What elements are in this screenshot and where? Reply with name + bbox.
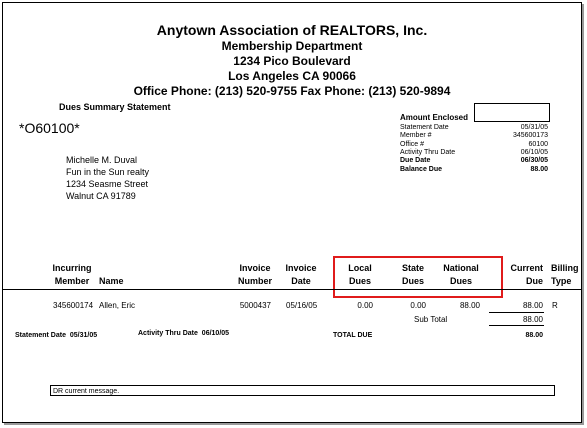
recipient-city: Walnut CA 91789 (66, 191, 136, 201)
summary-label: Office # (400, 140, 424, 148)
item-invoice-number: 5000437 (239, 301, 271, 310)
item-name: Allen, Eric (99, 301, 136, 310)
footer-activity-date (138, 330, 229, 337)
amount-enclosed-label: Amount Enclosed (400, 113, 469, 122)
summary-value: 88.00 (530, 165, 548, 173)
org-street: 1234 Pico Boulevard (233, 54, 351, 68)
summary-value: 05/31/05 (520, 124, 548, 131)
message-box: DR current message. (50, 385, 555, 396)
item-national: 88.00 (459, 301, 480, 310)
item-billing: R (552, 301, 558, 310)
col-invoice-number-line1: Invoice (239, 263, 271, 273)
summary-label: Statement Date (400, 124, 449, 131)
footer-activity-label: Activity Thru Date (138, 330, 198, 337)
footer-statement-date-value: 05/31/05 (69, 332, 98, 339)
item-current: 88.00 (522, 301, 543, 310)
org-city: Los Angeles CA 90066 (228, 69, 356, 83)
summary-label: Activity Thru Date (400, 148, 456, 156)
col-invoice-date-line2: Date (291, 276, 311, 286)
subtotal-underline (489, 325, 544, 326)
summary-label: Balance Due (400, 165, 443, 173)
total-due-label: TOTAL DUE (333, 332, 373, 339)
col-national-line2: Dues (449, 276, 472, 286)
header-rule (3, 289, 581, 290)
footer-activity-value: 06/10/05 (201, 330, 230, 337)
item-state: 0.00 (410, 301, 426, 310)
col-name: Name (99, 276, 124, 286)
recipient-name: Michelle M. Duval (66, 155, 138, 165)
subtotal-rule (489, 312, 544, 313)
footer-statement-date-label: Statement Date (15, 332, 66, 339)
dept-name: Membership Department (221, 39, 363, 53)
summary-value: 06/10/05 (520, 148, 548, 156)
col-incurring-line2: Member (54, 276, 90, 286)
summary-value: 345600173 (512, 132, 548, 140)
col-local-line2: Dues (348, 276, 371, 286)
col-national-line1: National (443, 263, 479, 273)
item-local: 0.00 (357, 301, 373, 310)
col-state-line1: State (401, 263, 424, 273)
footer-statement-date (15, 332, 97, 339)
recipient-company: Fun in the Sun realty (66, 167, 150, 177)
col-local-line1: Local (348, 263, 372, 273)
summary-value: 06/30/05 (520, 157, 548, 165)
subtotal-label: Sub Total (414, 315, 448, 324)
subtotal-value: 88.00 (522, 315, 543, 324)
col-incurring (47, 263, 97, 286)
recipient-street: 1234 Seasme Street (66, 179, 149, 189)
col-invoice-number (231, 263, 279, 286)
col-invoice-date-line1: Invoice (285, 263, 317, 273)
account-code: *O60100* (19, 120, 80, 136)
summary-value: 60100 (528, 140, 548, 148)
org-phones: Office Phone: (213) 520-9755 Fax Phone: (213) 520-9894 (133, 84, 451, 98)
col-current-line1: Current (510, 263, 543, 273)
summary-label: Due Date (400, 157, 431, 165)
item-member: 345600174 (53, 301, 94, 310)
col-billing-type (551, 263, 579, 286)
statement-page (2, 2, 582, 423)
col-billing-line1: Billing (551, 263, 579, 273)
item-invoice-date: 05/16/05 (286, 301, 318, 310)
col-current-due (499, 263, 543, 286)
summary-label: Member # (400, 132, 432, 140)
org-name: Anytown Association of REALTORS, Inc. (156, 22, 428, 38)
total-due-value: 88.00 (525, 332, 543, 339)
statement-title: Dues Summary Statement (59, 102, 171, 112)
dues-columns-highlight (333, 256, 503, 298)
col-incurring-line1: Incurring (52, 263, 92, 273)
col-invoice-number-line2: Number (237, 276, 272, 286)
col-billing-line2: Type (551, 276, 572, 286)
col-current-line2: Due (525, 276, 543, 286)
amount-enclosed-field[interactable] (474, 103, 550, 122)
col-invoice-date (279, 263, 323, 286)
col-state-line2: Dues (401, 276, 424, 286)
